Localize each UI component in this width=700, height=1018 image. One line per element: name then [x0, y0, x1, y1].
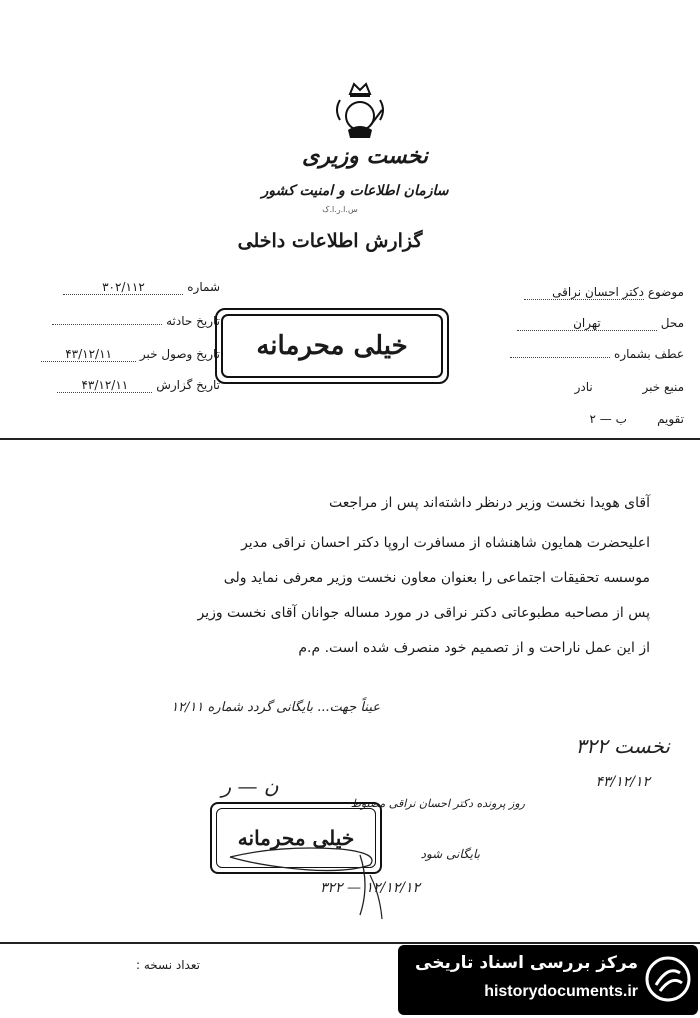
copies-count-label: تعداد نسخه : [135, 958, 200, 972]
subject-field [470, 285, 684, 300]
received-date-value: ۴۳/۱۲/۱۱ [41, 347, 136, 362]
office-title: نخست وزیری [302, 143, 428, 169]
received-date-label: تاریخ وصول خبر [139, 347, 220, 361]
reference-field [470, 347, 684, 361]
reference-label: عطف بشماره [614, 347, 684, 361]
place-field [470, 316, 684, 331]
reference-blank [510, 357, 610, 358]
body-line: از این عمل ناراحت و از تصمیم خود منصرف شده است. م.م [298, 640, 650, 656]
report-date-label: تاریخ گزارش [156, 378, 220, 392]
report-type-title: گزارش اطلاعات داخلی [237, 230, 423, 252]
handwritten-archive-note: عیناً جهت... بایگانی گردد شماره ۱۲/۱۱ [171, 700, 380, 715]
event-date-field [20, 314, 220, 328]
header-divider [0, 438, 700, 440]
place-label: محل [660, 316, 684, 330]
top-secret-stamp-2-text: خیلی محرمانه [216, 808, 376, 868]
handwritten-final-note: ۳۲۲ — ۱۲/۱۲/۱۲ [319, 880, 420, 896]
evaluation-value: ب — ۲ [589, 412, 627, 426]
watermark-site: historydocuments.ir [484, 983, 638, 1000]
source-field [470, 380, 684, 394]
handwritten-initials: ن — ر [221, 774, 279, 798]
body-line: پس از مصاحبه مطبوعاتی دکتر نراقی در مورد مساله جوانان آقای نخست وزیر [197, 605, 650, 621]
lion-and-sun-emblem [330, 80, 390, 150]
place-value: تهران [517, 316, 657, 331]
top-secret-stamp [215, 308, 449, 384]
evaluation-field [470, 412, 684, 426]
handwritten-archive-instruction: بایگانی شود [420, 847, 480, 861]
source-label: منبع خبر [642, 380, 684, 394]
event-date-label: تاریخ حادثه [166, 314, 220, 328]
footer-divider [0, 942, 700, 944]
archive-watermark [398, 945, 698, 1015]
archive-logo-icon [644, 955, 692, 1003]
body-line: اعلیحضرت همایون شاهنشاه از مسافرت اروپا دکتر احسان نراقی مدیر [241, 535, 650, 551]
organization-code: س.ا.ر.ا.ک [322, 205, 358, 214]
handwritten-date-note: ۴۳/۱۲/۱۲ [595, 774, 650, 790]
subject-label: موضوع [647, 285, 684, 299]
received-date-field [10, 347, 220, 362]
number-label: شماره [187, 280, 220, 294]
subject-value: دکتر احسان نراقی [524, 285, 644, 300]
handwritten-signature [220, 815, 420, 920]
report-date-value: ۴۳/۱۲/۱۱ [57, 378, 152, 393]
event-date-blank [52, 324, 162, 325]
handwritten-number-note: نخست ۳۲۲ [575, 734, 670, 758]
number-field [20, 280, 220, 295]
source-value: نادر [574, 380, 593, 394]
watermark-name: مرکز بررسی اسناد تاریخی [415, 953, 638, 973]
evaluation-label: تقویم [657, 412, 684, 426]
top-secret-stamp-text: خیلی محرمانه [221, 314, 443, 378]
number-value: ۳۰۲/۱۱۲ [63, 280, 183, 295]
organization-name: سازمان اطلاعات و امنیت کشور [261, 183, 449, 199]
body-line: آقای هویدا نخست وزیر درنظر داشته‌اند پس از مراجعت [329, 495, 650, 511]
body-line: موسسه تحقیقات اجتماعی را بعنوان معاون نخست وزیر معرفی نماید ولی [223, 570, 650, 586]
handwritten-file-note: روز پرونده دکتر احسان نراقی مضبوط [350, 797, 525, 810]
report-date-field [10, 378, 220, 393]
